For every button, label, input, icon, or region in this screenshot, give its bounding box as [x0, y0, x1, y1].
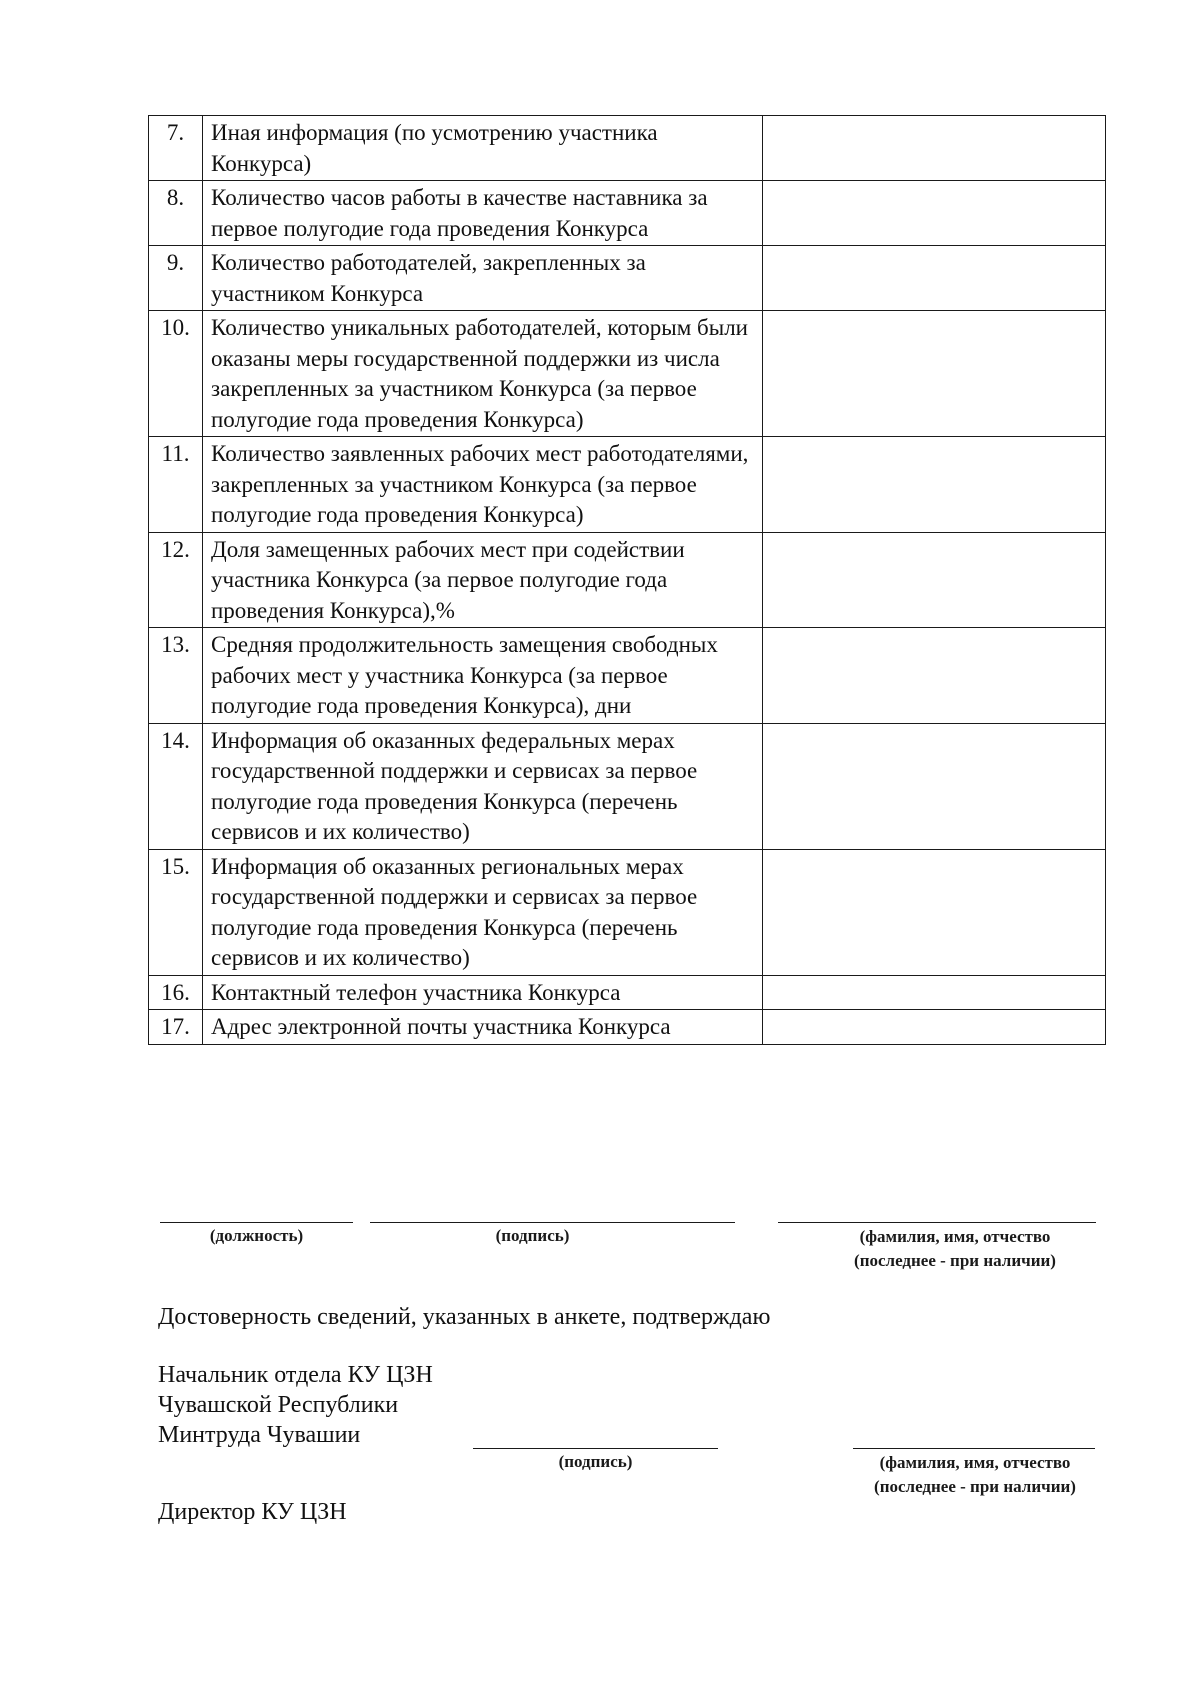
row-number: 12.	[149, 532, 203, 628]
row-value-cell[interactable]	[763, 1010, 1106, 1045]
official-title-line3: Минтруда Чувашии	[158, 1422, 361, 1448]
table-row	[149, 311, 1106, 437]
table-row	[149, 628, 1106, 724]
table-row	[149, 437, 1106, 533]
row-value-cell[interactable]	[763, 975, 1106, 1010]
table-row	[149, 975, 1106, 1010]
table-row	[149, 116, 1106, 181]
row-indicator-text: Средняя продолжительность замещения свободных рабочих мест у участника Конкурса (за первое полугодие года проведения Конкурса), дни	[203, 628, 763, 724]
row-indicator-text: Контактный телефон участника Конкурса	[203, 975, 763, 1010]
signature-line	[370, 1222, 735, 1223]
row-number: 7.	[149, 116, 203, 181]
row-value-cell[interactable]	[763, 532, 1106, 628]
row-value-cell[interactable]	[763, 246, 1106, 311]
questionnaire-table	[148, 115, 1106, 1045]
row-indicator-text: Информация об оказанных федеральных мерах государственной поддержки и сервисах за первое полугодие года проведения Конкурса (перечень сервисов и их количество)	[203, 723, 763, 849]
row-indicator-text: Адрес электронной почты участника Конкурса	[203, 1010, 763, 1045]
row-value-cell[interactable]	[763, 437, 1106, 533]
row-indicator-text: Количество уникальных работодателей, которым были оказаны меры государственной поддержки из числа закрепленных за участником Конкурса (за первое полугодие года проведения Конкурса)	[203, 311, 763, 437]
row-value-cell[interactable]	[763, 116, 1106, 181]
row-indicator-text: Информация об оказанных региональных мерах государственной поддержки и сервисах за первое полугодие года проведения Конкурса (перечень сервисов и их количество)	[203, 849, 763, 975]
row-indicator-text: Количество заявленных рабочих мест работодателями, закрепленных за участником Конкурса (за первое полугодие года проведения Конкурса)	[203, 437, 763, 533]
row-indicator-text: Доля замещенных рабочих мест при содействии участника Конкурса (за первое полугодие года проведения Конкурса),%	[203, 532, 763, 628]
official-full-name-caption-line2: (последнее - при наличии)	[874, 1477, 1076, 1496]
position-signature-line	[160, 1222, 353, 1223]
row-indicator-text: Иная информация (по усмотрению участника Конкурса)	[203, 116, 763, 181]
questionnaire-table-body	[149, 116, 1106, 1045]
table-row	[149, 849, 1106, 975]
row-value-cell[interactable]	[763, 181, 1106, 246]
director-label: Директор КУ ЦЗН	[158, 1499, 347, 1525]
row-number: 16.	[149, 975, 203, 1010]
row-value-cell[interactable]	[763, 311, 1106, 437]
row-number: 10.	[149, 311, 203, 437]
official-title-line2: Чувашской Республики	[158, 1392, 399, 1418]
row-number: 13.	[149, 628, 203, 724]
row-number: 11.	[149, 437, 203, 533]
full-name-signature-line	[778, 1222, 1096, 1223]
table-row	[149, 246, 1106, 311]
table-row	[149, 181, 1106, 246]
table-row	[149, 1010, 1106, 1045]
row-value-cell[interactable]	[763, 628, 1106, 724]
row-indicator-text: Количество часов работы в качестве наставника за первое полугодие года проведения Конкурса	[203, 181, 763, 246]
row-number: 14.	[149, 723, 203, 849]
signature-caption: (подпись)	[495, 1226, 570, 1245]
official-signature-caption: (подпись)	[558, 1452, 633, 1471]
official-title-line1: Начальник отдела КУ ЦЗН	[158, 1362, 433, 1388]
table-row	[149, 723, 1106, 849]
full-name-caption-line2: (последнее - при наличии)	[854, 1251, 1056, 1270]
row-number: 17.	[149, 1010, 203, 1045]
row-indicator-text: Количество работодателей, закрепленных за участником Конкурса	[203, 246, 763, 311]
row-value-cell[interactable]	[763, 723, 1106, 849]
official-full-name-line	[853, 1448, 1095, 1449]
row-number: 8.	[149, 181, 203, 246]
table-row	[149, 532, 1106, 628]
official-full-name-caption-line1: (фамилия, имя, отчество	[879, 1453, 1071, 1472]
position-caption: (должность)	[209, 1226, 304, 1245]
row-number: 9.	[149, 246, 203, 311]
confirmation-text: Достоверность сведений, указанных в анкете, подтверждаю	[158, 1304, 771, 1330]
official-signature-line	[473, 1448, 718, 1449]
row-number: 15.	[149, 849, 203, 975]
full-name-caption-line1: (фамилия, имя, отчество	[859, 1227, 1051, 1246]
row-value-cell[interactable]	[763, 849, 1106, 975]
